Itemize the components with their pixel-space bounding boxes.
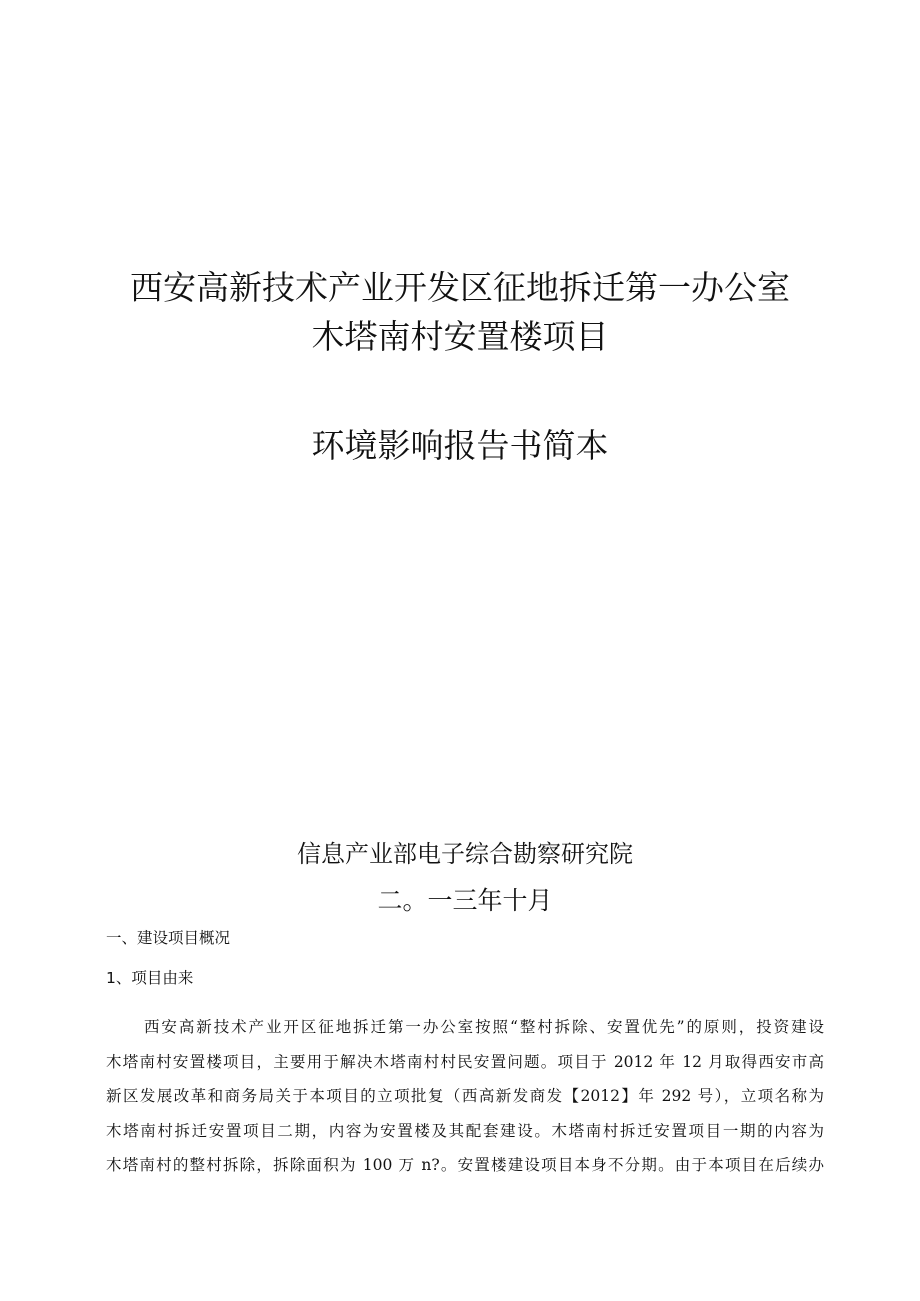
section-heading: 一、建设项目概况 xyxy=(106,929,231,947)
paragraph-line: 木塔南村的整村拆除，拆除面积为 100 万 n?。安置楼建设项目本身不分期。由于本项目在后续办 xyxy=(106,1156,824,1174)
paragraph-line: 木塔南村拆迁安置项目二期，内容为安置楼及其配套建设。木塔南村拆迁安置项目一期的内容为 xyxy=(106,1121,824,1140)
paragraph-line: 新区发展改革和商务局关于本项目的立项批复（西高新发商发【2012】年 292 号），立项名称为 xyxy=(106,1087,824,1105)
paragraph-line: 木塔南村安置楼项目，主要用于解决木塔南村村民安置问题。项目于 2012 年 12 月取得西安市高 xyxy=(106,1052,824,1071)
document-date: 二。一三年十月 xyxy=(377,886,553,915)
organization-name: 信息产业部电子综合勘察研究院 xyxy=(297,840,633,868)
cover-title-line2: 木塔南村安置楼项目 xyxy=(311,317,609,356)
cover-title-line1: 西安高新技术产业开发区征地拆迁第一办公室 xyxy=(130,268,790,307)
paragraph-line: 西安高新技术产业开区征地拆迁第一办公室按照“整村拆除、安置优先”的原则，投资建设 xyxy=(144,1018,824,1036)
subsection-heading: 1、项目由来 xyxy=(106,969,194,987)
body-paragraph xyxy=(106,1010,824,1183)
cover-subtitle: 环境影响报告书简本 xyxy=(311,426,609,465)
